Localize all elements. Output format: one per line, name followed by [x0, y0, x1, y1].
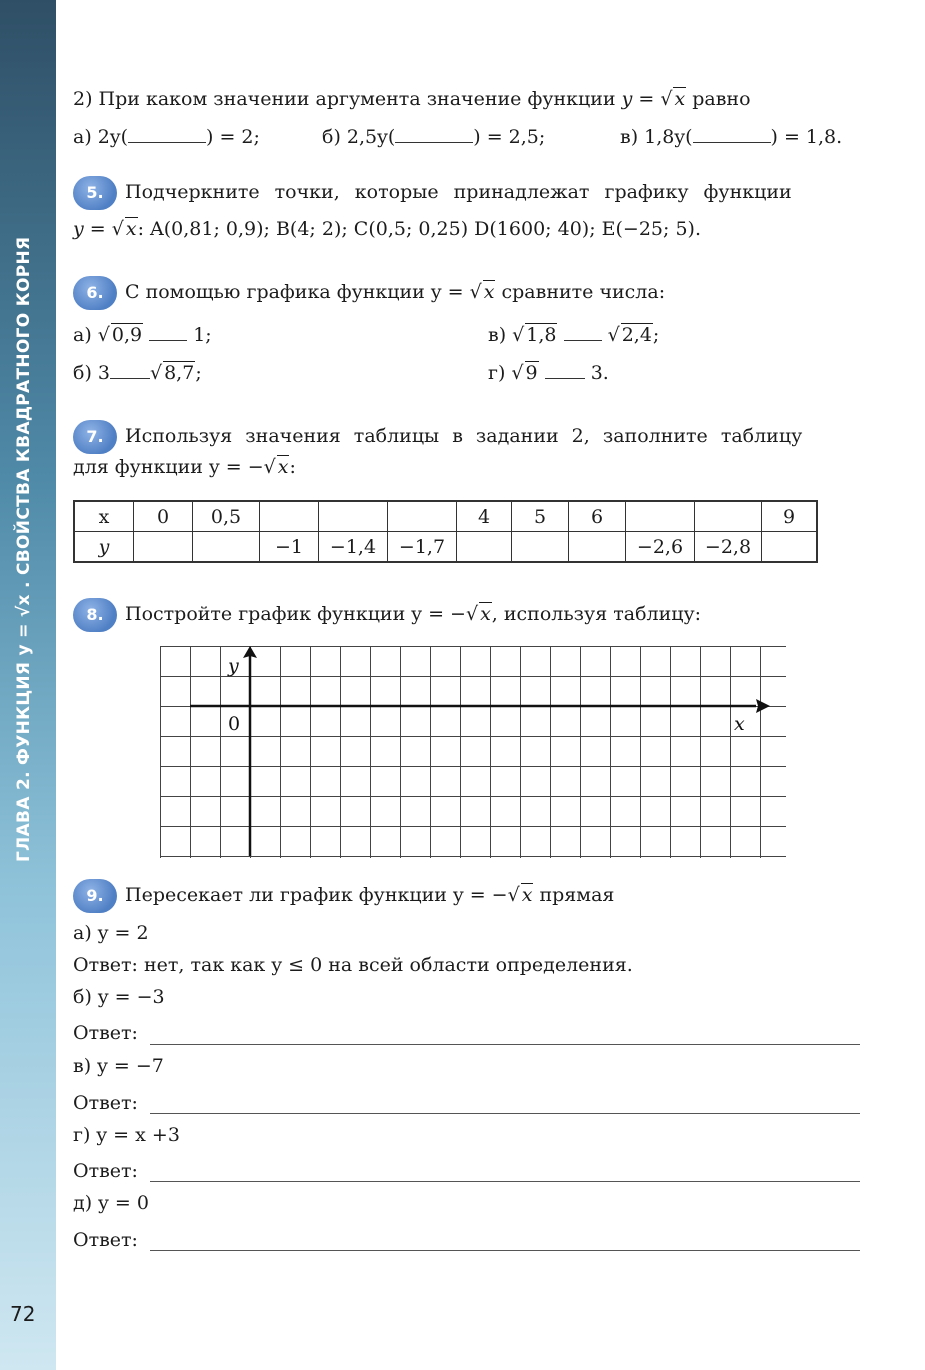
table-cell[interactable]: [388, 501, 457, 532]
table-cell[interactable]: [193, 532, 260, 563]
task6-b-post: ;: [195, 362, 202, 384]
task7-radicand: x: [277, 456, 289, 478]
task6-b-label: б) 3: [73, 362, 110, 384]
x-axis-label: x: [734, 713, 745, 735]
task6-number-badge: 6.: [73, 276, 117, 310]
task6-text-end: сравните числа:: [495, 281, 666, 303]
table-cell[interactable]: [457, 532, 512, 563]
task6-a-label: а): [73, 324, 98, 346]
task2-a-pre: а) 2y(: [73, 126, 129, 148]
task9-text-end: прямая: [533, 884, 615, 906]
task9-answer-d-label: Ответ:: [73, 1229, 138, 1251]
task2-option-a: [73, 126, 260, 148]
task2-b-blank[interactable]: [395, 142, 473, 143]
task6-v-label: в): [488, 324, 513, 346]
task6-item-a: а) √ 0,9 1;: [73, 324, 212, 346]
task6-v-post: ;: [652, 324, 660, 346]
page-number: 72: [10, 1302, 36, 1326]
task9-answer-g-label: Ответ:: [73, 1160, 138, 1182]
task9-item-a: а) y = 2: [73, 922, 149, 944]
task6-a-post: 1;: [187, 324, 212, 346]
task5-question: Подчеркните точки, которые принадлежат графику функции: [125, 181, 792, 203]
values-table: [73, 500, 818, 563]
task6-question: С помощью графика функции y = √ x сравните числа:: [125, 281, 666, 303]
y-axis-label: y: [228, 655, 239, 677]
task6-item-v: в) √ 1,8 √ 2,4;: [488, 324, 660, 346]
task2-c-pre: в) 1,8y(: [620, 126, 693, 148]
task5-points: y = √ x: A(0,81; 0,9); B(4; 2); C(0,5; 0,25) D(1600; 40); E(−25; 5).: [73, 218, 701, 240]
task6-b-blank[interactable]: [110, 378, 150, 379]
table-cell[interactable]: −1,4: [319, 532, 388, 563]
task9-answer-b-line[interactable]: [150, 1044, 860, 1045]
table-cell[interactable]: 9: [762, 501, 818, 532]
task6-v-blank[interactable]: [564, 340, 602, 341]
table-cell[interactable]: 5: [512, 501, 569, 532]
task9-answer-b-label: Ответ:: [73, 1022, 138, 1044]
chapter-title: ГЛАВА 2. ФУНКЦИЯ y = √x . СВОЙСТВА КВАДРАТНОГО КОРНЯ: [14, 236, 34, 862]
task9-item-b: б) y = −3: [73, 986, 165, 1008]
task2-text-end: равно: [686, 88, 751, 110]
task2-option-b: [322, 126, 545, 148]
chapter-sidebar: [0, 0, 56, 1370]
task8-question: Постройте график функции y = −√ x, используя таблицу:: [125, 603, 702, 625]
table-cell[interactable]: [512, 532, 569, 563]
task6-b-radicand: 8,7: [164, 362, 195, 384]
task8-number-badge: 8.: [73, 598, 117, 632]
task7-text: для функции y = −: [73, 456, 264, 478]
task5-radicand: x: [125, 218, 137, 240]
table-cell[interactable]: −2,6: [626, 532, 695, 563]
task2-text: 2) При каком значении аргумента значение функции: [73, 88, 622, 110]
task2-b-post: ) = 2,5;: [473, 126, 546, 148]
task6-g-post: 3.: [584, 362, 609, 384]
table-cell[interactable]: [762, 532, 818, 563]
table-cell[interactable]: −2,8: [695, 532, 762, 563]
task9-question: Пересекает ли график функции y = −√ x прямая: [125, 884, 615, 906]
x-axis-arrow-icon: [756, 699, 770, 713]
task6-a-radicand: 0,9: [111, 324, 143, 346]
task2-b-pre: б) 2,5y(: [322, 126, 396, 148]
task6-v-radicand-1: 1,8: [526, 324, 557, 346]
grid-lines: [160, 646, 786, 858]
task9-radicand: x: [521, 884, 533, 906]
task9-number-badge: 9.: [73, 879, 117, 913]
table-cell: x: [74, 501, 134, 532]
table-cell[interactable]: [695, 501, 762, 532]
table-cell: y: [74, 532, 134, 563]
origin-label: 0: [228, 713, 241, 735]
task2-a-blank[interactable]: [128, 142, 206, 143]
graph-grid[interactable]: [160, 646, 786, 858]
task6-item-b: б) 3 √ 8,7;: [73, 362, 202, 384]
task6-radicand: x: [483, 281, 495, 303]
task8-radicand: x: [480, 603, 491, 625]
table-cell[interactable]: 0: [134, 501, 193, 532]
task9-item-g: г) y = x +3: [73, 1124, 180, 1146]
task9-answer-d-line[interactable]: [150, 1250, 860, 1251]
task9-text: Пересекает ли график функции y = −: [125, 884, 508, 906]
table-row-x: [74, 501, 817, 532]
task2-radicand: x: [674, 88, 686, 110]
task2-c-blank[interactable]: [693, 142, 771, 143]
task6-g-label: г): [488, 362, 512, 384]
task2-a-post: ) = 2;: [206, 126, 260, 148]
table-cell[interactable]: [569, 532, 626, 563]
task6-v-radicand-2: 2,4: [621, 324, 652, 346]
task7-question: Используя значения таблицы в задании 2, заполните таблицу: [125, 425, 803, 447]
task5-point-list[interactable]: : A(0,81; 0,9); B(4; 2); C(0,5; 0,25) D(1600; 40); E(−25; 5).: [137, 218, 701, 240]
table-cell[interactable]: [319, 501, 388, 532]
task7-number-badge: 7.: [73, 420, 117, 454]
task6-a-blank[interactable]: [149, 340, 187, 341]
table-cell[interactable]: [626, 501, 695, 532]
task6-item-g: г) √ 9 3.: [488, 362, 609, 384]
table-cell[interactable]: 6: [569, 501, 626, 532]
task9-item-d: д) y = 0: [73, 1192, 149, 1214]
table-cell[interactable]: −1,7: [388, 532, 457, 563]
task5-number-badge: 5.: [73, 176, 117, 210]
table-cell[interactable]: 4: [457, 501, 512, 532]
task6-text: С помощью графика функции y =: [125, 281, 470, 303]
task7-question-line2: для функции y = −√ x:: [73, 456, 296, 478]
task2-question: 2) При каком значении аргумента значение функции y = √ x равно: [73, 88, 751, 110]
task7-colon: :: [289, 456, 296, 478]
table-cell[interactable]: [134, 532, 193, 563]
table-cell[interactable]: −1: [260, 532, 319, 563]
task2-function: y =: [621, 88, 661, 110]
table-row-y: [74, 532, 817, 563]
task2-option-c: [620, 126, 842, 148]
task2-c-post: ) = 1,8.: [770, 126, 843, 148]
task9-answer-a: Ответ: нет, так как y ≤ 0 на всей области определения.: [73, 954, 633, 976]
table-cell[interactable]: 0,5: [193, 501, 260, 532]
task6-g-blank[interactable]: [545, 378, 585, 379]
task6-g-radicand: 9: [525, 362, 538, 384]
task5-function: y =: [73, 218, 112, 240]
task8-text: Постройте график функции y = −: [125, 603, 466, 625]
task9-item-v: в) y = −7: [73, 1055, 164, 1077]
task9-answer-v-line[interactable]: [150, 1113, 860, 1114]
task9-answer-g-line[interactable]: [150, 1181, 860, 1182]
table-cell[interactable]: [260, 501, 319, 532]
task9-answer-v-label: Ответ:: [73, 1092, 138, 1114]
task8-text-end: , используя таблицу:: [491, 603, 702, 625]
